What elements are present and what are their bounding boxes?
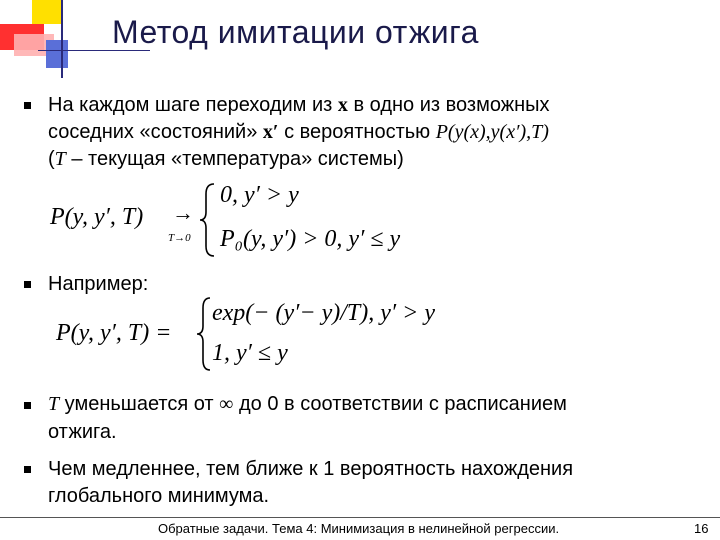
formula-2-case-2: 1, y′ ≤ y — [212, 340, 288, 366]
bullet-1-line-3 — [48, 146, 404, 173]
slide-number: 16 — [694, 521, 709, 536]
slide-title: Метод имитации отжига — [112, 14, 479, 50]
decor-vertical-line — [61, 0, 63, 78]
symbol-T: T — [54, 148, 66, 170]
bullet-1-text: в одно из возможных — [347, 94, 550, 116]
bullet-marker-1 — [24, 102, 31, 109]
bullet-marker-2 — [24, 281, 31, 288]
bullet-3-line-1 — [48, 391, 567, 418]
decor-yellow-square — [32, 0, 62, 24]
bullet-1-line-1 — [48, 92, 550, 119]
bullet-1-text: соседних «состояний» — [48, 121, 263, 143]
bullet-marker-3 — [24, 402, 31, 409]
bullet-3-text: до 0 в соответствии с расписанием — [233, 393, 567, 415]
formula-2-case-1: exp(− (y′− y)/T), y′ > y — [212, 300, 435, 326]
bullet-1-text: ( — [48, 148, 55, 170]
probability-formula-inline: P(y(x),y(x′),T) — [435, 121, 549, 143]
bullet-4-line-2: глобального минимума. — [48, 485, 270, 507]
footer-divider — [0, 517, 720, 518]
decor-blue-square — [46, 40, 68, 68]
bullet-4-line-1: Чем медленнее, тем ближе к 1 вероятность нахождения — [48, 458, 574, 480]
formula-1-brace — [198, 182, 218, 258]
formula-limit — [50, 204, 143, 231]
footer-text: Обратные задачи. Тема 4: Минимизация в нелинейной регрессии. — [158, 521, 560, 536]
symbol-T: T — [48, 393, 60, 415]
bullet-1-text: На каждом шаге переходим из — [48, 94, 338, 116]
bullet-3-text: уменьшается от — [59, 393, 220, 415]
symbol-x-prime: x′ — [262, 121, 279, 143]
formula-1-lhs: P(y, y′, T) — [50, 204, 144, 230]
bullet-1-text: – текущая «температура» системы) — [65, 148, 404, 170]
formula-1-case-2: P₀(y, y′) > 0, y′ ≤ y — [220, 226, 401, 252]
formula-1-arrow: → — [172, 200, 194, 225]
bullet-2-text: Например: — [48, 273, 149, 295]
formula-2-lhs: P(y, y′, T) = — [56, 320, 172, 346]
bullet-3-line-2: отжига. — [48, 421, 117, 443]
symbol-x: x — [337, 94, 348, 116]
slide-footer — [0, 517, 720, 537]
formula-1-case-1: 0, y′ > y — [220, 182, 299, 208]
bullet-1-text: с вероятностью — [278, 121, 436, 143]
formula-1-limit-subscript: T→0 — [168, 232, 191, 244]
bullet-1-line-2 — [48, 119, 549, 146]
bullet-marker-4 — [24, 466, 31, 473]
infinity-symbol: ∞ — [219, 393, 234, 415]
